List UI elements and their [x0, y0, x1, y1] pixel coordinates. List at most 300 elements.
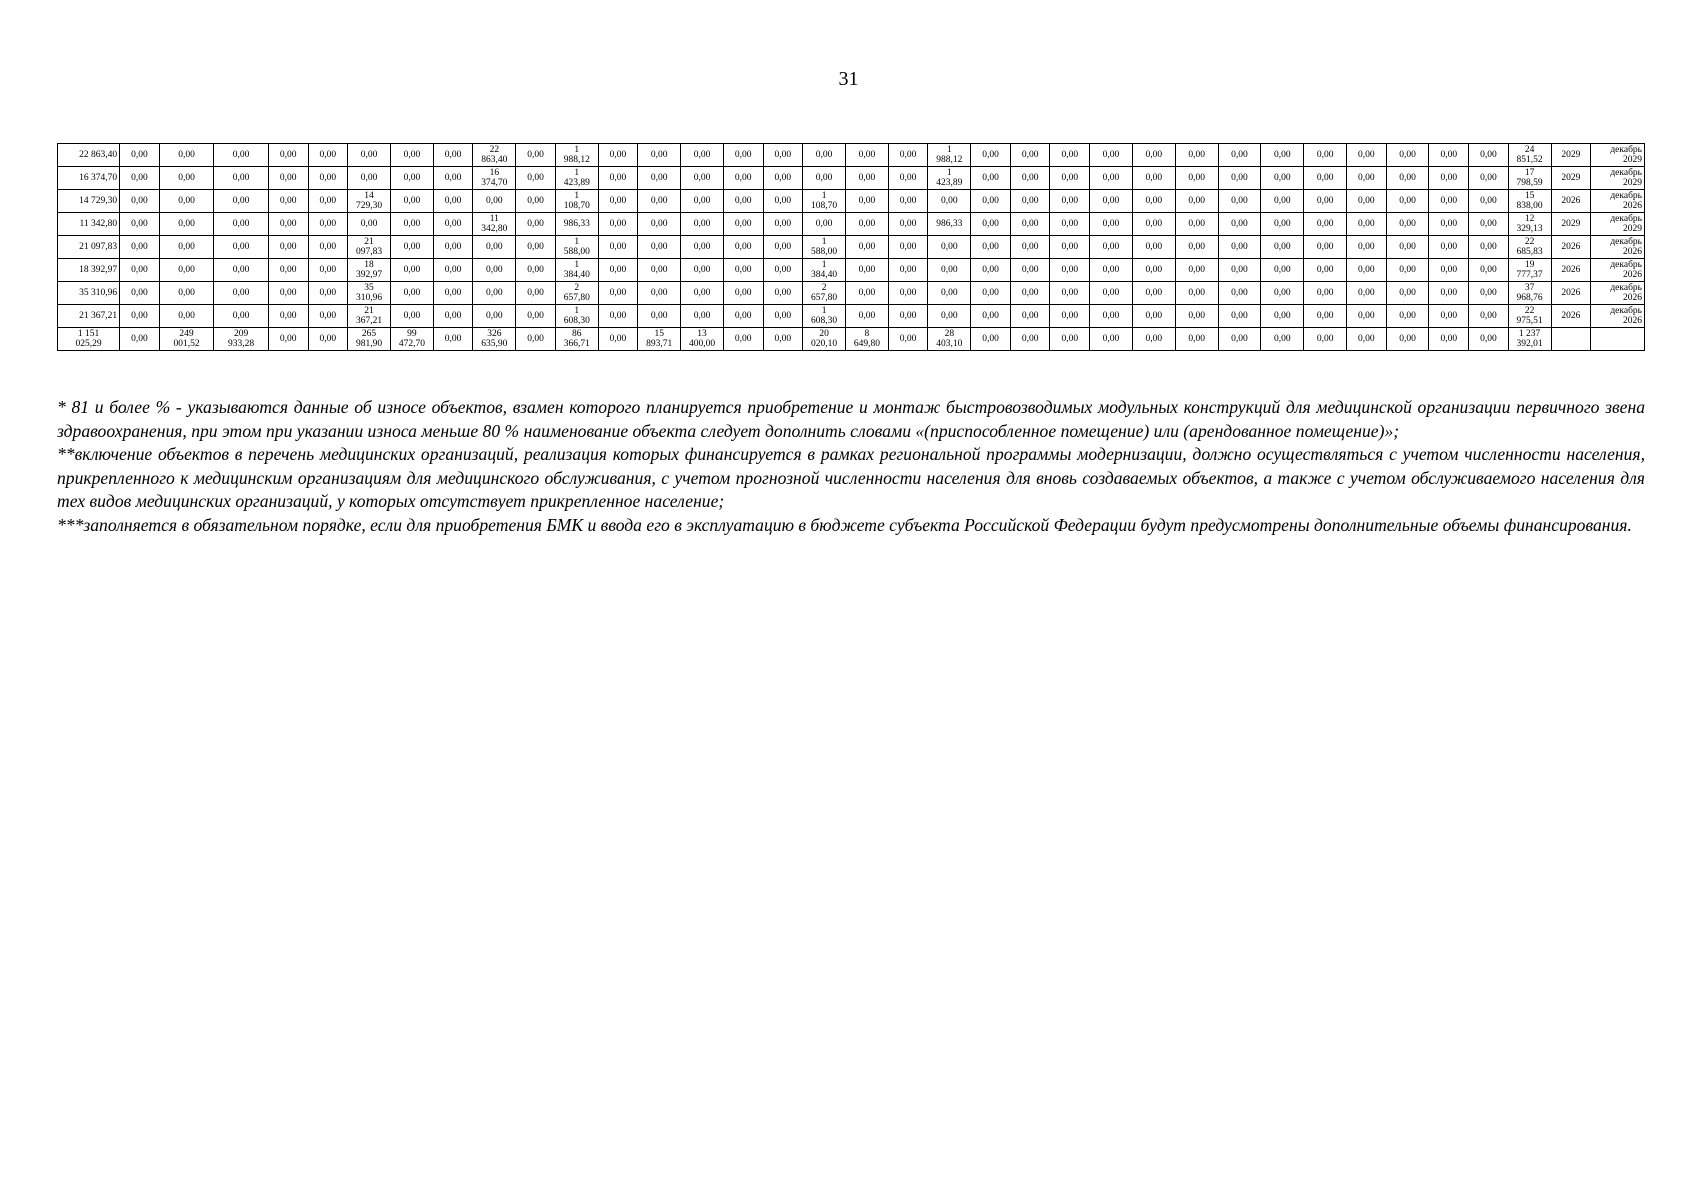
table-cell: 0,00	[390, 305, 433, 328]
footnotes	[57, 396, 1645, 537]
table-cell: 0,00	[1469, 213, 1509, 236]
table-cell: 2026	[1551, 236, 1591, 259]
table-cell: 0,00	[888, 213, 928, 236]
table-cell: 0,00	[214, 167, 269, 190]
table-cell: 0,00	[1304, 259, 1347, 282]
table-cell: 0,00	[803, 167, 846, 190]
table-cell: 0,00	[1050, 236, 1090, 259]
table-cell: 0,00	[268, 144, 308, 167]
table-cell: 0,00	[1304, 213, 1347, 236]
table-cell: 0,00	[1429, 144, 1469, 167]
table-cell: 0,00	[1218, 144, 1261, 167]
table-cell: 0,00	[159, 190, 214, 213]
table-cell: 15 838,00	[1508, 190, 1551, 213]
table-cell: 0,00	[763, 328, 803, 351]
table-cell: 0,00	[1050, 167, 1090, 190]
table-cell: 0,00	[1175, 305, 1218, 328]
table-cell: 0,00	[681, 213, 724, 236]
table-cell: 0,00	[638, 305, 681, 328]
table-cell: 0,00	[159, 236, 214, 259]
table-cell: 16 374,70	[58, 167, 120, 190]
table-cell: 0,00	[348, 213, 391, 236]
table-cell: 16 374,70	[473, 167, 516, 190]
table-cell: 0,00	[1218, 328, 1261, 351]
table-cell: 1 237 392,01	[1508, 328, 1551, 351]
footnote-inclusion: **включение объектов в перечень медицинских организаций, реализация которых финансируется в рамках региональной программы модернизации, должно осуществляться с учетом численности населения, прикрепленного к медицинским организациям для медицинского обслуживания, с учетом прогнозной численности населения для вновь создаваемых объектов, а также с учетом обслуживаемого населения для тех видов медицинских организаций, у которых отсутствует прикрепленное население;	[57, 444, 1645, 511]
table-cell: 35 310,96	[58, 282, 120, 305]
table-cell: 0,00	[638, 213, 681, 236]
table-cell: 2026	[1551, 305, 1591, 328]
table-cell: 0,00	[390, 144, 433, 167]
table-cell: 0,00	[516, 190, 556, 213]
table-row	[58, 259, 1645, 282]
table-cell: 0,00	[1429, 236, 1469, 259]
table-cell: 0,00	[845, 167, 888, 190]
table-cell: 0,00	[1050, 144, 1090, 167]
table-cell: 0,00	[763, 305, 803, 328]
table-row	[58, 328, 1645, 351]
table-cell: 0,00	[888, 282, 928, 305]
table-cell: 0,00	[120, 236, 160, 259]
table-cell: 15 893,71	[638, 328, 681, 351]
table-cell: 0,00	[803, 144, 846, 167]
table-cell: 0,00	[1261, 167, 1304, 190]
table-cell: 0,00	[214, 144, 269, 167]
table-cell: 0,00	[1304, 282, 1347, 305]
table-cell: 0,00	[1347, 305, 1387, 328]
table-cell: 19 777,37	[1508, 259, 1551, 282]
table-cell: 0,00	[308, 305, 348, 328]
table-cell: 0,00	[433, 282, 473, 305]
table-cell: 1 608,30	[555, 305, 598, 328]
table-row	[58, 167, 1645, 190]
table-cell: 0,00	[1469, 259, 1509, 282]
table-cell: 12 329,13	[1508, 213, 1551, 236]
table-cell: 0,00	[1261, 236, 1304, 259]
table-cell: 0,00	[120, 144, 160, 167]
table-cell: 0,00	[971, 305, 1011, 328]
table-cell: 0,00	[1010, 190, 1050, 213]
table-cell: 0,00	[268, 259, 308, 282]
table-cell: 0,00	[268, 305, 308, 328]
table-cell: 0,00	[214, 282, 269, 305]
table-cell: 0,00	[803, 213, 846, 236]
table-cell: 17 798,59	[1508, 167, 1551, 190]
table-cell: 0,00	[1090, 259, 1133, 282]
table-cell: 0,00	[888, 259, 928, 282]
table-cell: 37 968,76	[1508, 282, 1551, 305]
table-cell: 0,00	[928, 190, 971, 213]
table-row	[58, 236, 1645, 259]
table-cell: 0,00	[473, 236, 516, 259]
table-cell: 0,00	[928, 259, 971, 282]
table-cell: 0,00	[1347, 213, 1387, 236]
table-cell: 0,00	[888, 236, 928, 259]
table-cell: 0,00	[1090, 144, 1133, 167]
table-cell: 0,00	[1132, 236, 1175, 259]
table-cell: 0,00	[598, 144, 638, 167]
table-cell: 0,00	[971, 259, 1011, 282]
table-cell: 0,00	[1218, 305, 1261, 328]
table-row	[58, 305, 1645, 328]
footnote-wear: * 81 и более % - указываются данные об износе объектов, взамен которого планируется приобретение и монтаж быстровозводимых модульных конструкций для медицинской организации первичного звена здравоохранения, при этом при указании износа меньше 80 % наименование объекта следует дополнить словами «(приспособленное помещение) или (арендованное помещение)»;	[57, 397, 1645, 441]
table-cell: 0,00	[516, 282, 556, 305]
table-cell: 0,00	[1218, 282, 1261, 305]
table-cell: 0,00	[1132, 144, 1175, 167]
table-cell: 0,00	[348, 167, 391, 190]
table-cell: 0,00	[598, 305, 638, 328]
table-cell: 0,00	[159, 167, 214, 190]
table-cell: 0,00	[1429, 282, 1469, 305]
table-cell: 0,00	[268, 282, 308, 305]
table-cell: 0,00	[516, 328, 556, 351]
table-cell: 0,00	[681, 167, 724, 190]
table-cell: 13 400,00	[681, 328, 724, 351]
table-cell: 1 423,89	[555, 167, 598, 190]
table-cell: 0,00	[120, 305, 160, 328]
table-cell: 0,00	[971, 328, 1011, 351]
table-cell: 0,00	[1010, 167, 1050, 190]
table-cell: 0,00	[845, 259, 888, 282]
table-cell: 1 988,12	[928, 144, 971, 167]
table-cell: 0,00	[1469, 144, 1509, 167]
table-cell: 0,00	[1175, 190, 1218, 213]
table-cell: 1 588,00	[803, 236, 846, 259]
table-row	[58, 144, 1645, 167]
table-cell: 0,00	[1347, 259, 1387, 282]
table-cell: 0,00	[1132, 259, 1175, 282]
table-cell: 0,00	[598, 259, 638, 282]
table-cell: 0,00	[1090, 282, 1133, 305]
table-cell	[1591, 328, 1645, 351]
table-cell: 0,00	[598, 190, 638, 213]
table-cell: 0,00	[473, 259, 516, 282]
table-cell: 0,00	[1347, 190, 1387, 213]
table-cell: 0,00	[390, 282, 433, 305]
table-cell: 2029	[1551, 144, 1591, 167]
table-cell: 0,00	[1050, 259, 1090, 282]
table-cell: 0,00	[1010, 305, 1050, 328]
table-cell: 0,00	[845, 236, 888, 259]
table-cell: 0,00	[598, 328, 638, 351]
table-cell: 0,00	[763, 144, 803, 167]
table-cell: декабрь 2026	[1591, 305, 1645, 328]
table-cell: 0,00	[1175, 213, 1218, 236]
table-cell: 0,00	[723, 213, 763, 236]
table-cell: 28 403,10	[928, 328, 971, 351]
table-cell: 0,00	[433, 213, 473, 236]
table-cell: декабрь 2026	[1591, 190, 1645, 213]
table-cell: декабрь 2029	[1591, 167, 1645, 190]
table-cell: 0,00	[433, 328, 473, 351]
table-cell: 0,00	[1132, 328, 1175, 351]
table-cell: 0,00	[516, 167, 556, 190]
table-cell: 0,00	[763, 190, 803, 213]
table-cell: 0,00	[1386, 190, 1429, 213]
table-cell: 0,00	[159, 259, 214, 282]
table-cell: 0,00	[1132, 282, 1175, 305]
table-cell: 0,00	[1261, 328, 1304, 351]
table-cell: 0,00	[308, 328, 348, 351]
table-cell: 0,00	[638, 144, 681, 167]
table-cell: 0,00	[928, 236, 971, 259]
table-cell: 0,00	[1429, 167, 1469, 190]
table-cell: декабрь 2029	[1591, 213, 1645, 236]
table-cell: 0,00	[1304, 328, 1347, 351]
table-cell: 0,00	[1218, 167, 1261, 190]
table-cell: 0,00	[516, 305, 556, 328]
table-cell: 0,00	[598, 282, 638, 305]
table-cell: 0,00	[516, 236, 556, 259]
table-cell: 0,00	[159, 213, 214, 236]
table-cell: 0,00	[1175, 144, 1218, 167]
table-cell: 22 685,83	[1508, 236, 1551, 259]
table-cell: 0,00	[1175, 259, 1218, 282]
table-cell: 0,00	[516, 144, 556, 167]
table-cell: 0,00	[845, 144, 888, 167]
footnote-mandatory: ***заполняется в обязательном порядке, если для приобретения БМК и ввода его в эксплуатацию в бюджете субъекта Российской Федерации будут предусмотрены дополнительные объемы финансирования.	[57, 514, 1632, 535]
table-cell: 0,00	[1386, 144, 1429, 167]
table-cell: 2029	[1551, 213, 1591, 236]
table-cell: декабрь 2029	[1591, 144, 1645, 167]
table-cell: 0,00	[1469, 167, 1509, 190]
table-cell: 0,00	[516, 213, 556, 236]
table-cell: 0,00	[1386, 167, 1429, 190]
table-cell: 0,00	[1218, 190, 1261, 213]
table-cell: 21 367,21	[58, 305, 120, 328]
table-cell: 1 588,00	[555, 236, 598, 259]
financing-table-body	[58, 144, 1645, 351]
table-cell: 2026	[1551, 282, 1591, 305]
table-cell: декабрь 2026	[1591, 282, 1645, 305]
table-cell: 24 851,52	[1508, 144, 1551, 167]
table-cell: 0,00	[473, 282, 516, 305]
table-cell: 0,00	[723, 167, 763, 190]
table-cell: 0,00	[681, 282, 724, 305]
table-cell: 0,00	[1218, 213, 1261, 236]
table-cell: 0,00	[390, 190, 433, 213]
table-cell: 0,00	[214, 190, 269, 213]
table-cell: 0,00	[1175, 328, 1218, 351]
table-cell: 14 729,30	[348, 190, 391, 213]
financing-table-container	[57, 143, 1645, 351]
table-cell: 0,00	[598, 213, 638, 236]
table-cell: 21 367,21	[348, 305, 391, 328]
table-cell: 0,00	[845, 305, 888, 328]
table-cell: 18 392,97	[348, 259, 391, 282]
table-cell: 0,00	[681, 236, 724, 259]
table-cell: 0,00	[268, 328, 308, 351]
table-cell: 0,00	[1469, 190, 1509, 213]
table-cell: 0,00	[845, 190, 888, 213]
table-cell: 986,33	[928, 213, 971, 236]
table-cell: 0,00	[1304, 167, 1347, 190]
table-cell: 0,00	[1469, 305, 1509, 328]
table-cell: 0,00	[1469, 282, 1509, 305]
table-cell: 0,00	[308, 259, 348, 282]
table-cell: 0,00	[516, 259, 556, 282]
table-cell: 0,00	[1090, 328, 1133, 351]
table-cell: 22 863,40	[473, 144, 516, 167]
table-cell: 0,00	[390, 167, 433, 190]
table-cell: 0,00	[681, 144, 724, 167]
table-cell: 0,00	[1261, 144, 1304, 167]
table-cell: 0,00	[473, 190, 516, 213]
table-cell: 0,00	[1090, 213, 1133, 236]
table-cell: 14 729,30	[58, 190, 120, 213]
table-cell: 0,00	[638, 167, 681, 190]
table-cell: 0,00	[120, 328, 160, 351]
table-cell: 0,00	[723, 259, 763, 282]
table-cell: 0,00	[120, 282, 160, 305]
table-cell: 1 988,12	[555, 144, 598, 167]
table-cell: 1 108,70	[555, 190, 598, 213]
table-cell: 0,00	[1050, 328, 1090, 351]
table-cell: 0,00	[308, 236, 348, 259]
table-cell: 0,00	[971, 190, 1011, 213]
table-cell: 0,00	[308, 213, 348, 236]
table-cell: 0,00	[1347, 328, 1387, 351]
table-cell: 0,00	[159, 144, 214, 167]
table-cell: 0,00	[1347, 282, 1387, 305]
table-cell: 0,00	[390, 259, 433, 282]
table-cell: 0,00	[1010, 236, 1050, 259]
table-cell: 99 472,70	[390, 328, 433, 351]
table-cell: 2 657,80	[803, 282, 846, 305]
table-cell: 0,00	[763, 259, 803, 282]
table-cell: 0,00	[159, 282, 214, 305]
table-cell: 0,00	[1261, 305, 1304, 328]
table-cell: 0,00	[308, 282, 348, 305]
table-cell: 1 423,89	[928, 167, 971, 190]
table-cell: 0,00	[1386, 328, 1429, 351]
table-cell: 1 384,40	[803, 259, 846, 282]
table-cell: 0,00	[1304, 190, 1347, 213]
table-cell: 0,00	[214, 305, 269, 328]
table-cell: 1 151 025,29	[58, 328, 120, 351]
table-cell: 0,00	[1429, 305, 1469, 328]
table-cell: 0,00	[971, 213, 1011, 236]
table-cell: 0,00	[1050, 213, 1090, 236]
table-cell: 0,00	[888, 328, 928, 351]
table-cell: 0,00	[723, 236, 763, 259]
table-cell: 0,00	[1386, 236, 1429, 259]
table-cell: 0,00	[971, 167, 1011, 190]
table-cell: 0,00	[308, 190, 348, 213]
table-cell: 0,00	[1010, 144, 1050, 167]
table-cell: 0,00	[159, 305, 214, 328]
table-cell: 0,00	[433, 167, 473, 190]
table-cell: 0,00	[888, 144, 928, 167]
table-cell: 2029	[1551, 167, 1591, 190]
table-cell: 0,00	[1469, 236, 1509, 259]
table-cell: 0,00	[308, 144, 348, 167]
table-cell: 0,00	[120, 213, 160, 236]
table-cell: 86 366,71	[555, 328, 598, 351]
table-cell: 22 863,40	[58, 144, 120, 167]
table-cell: 0,00	[308, 167, 348, 190]
table-cell: 0,00	[598, 167, 638, 190]
table-cell	[1551, 328, 1591, 351]
table-cell: 0,00	[120, 167, 160, 190]
table-cell: 0,00	[214, 259, 269, 282]
table-cell: 0,00	[268, 167, 308, 190]
table-cell: 0,00	[214, 213, 269, 236]
table-cell: 21 097,83	[348, 236, 391, 259]
table-cell: 11 342,80	[473, 213, 516, 236]
table-cell: 0,00	[845, 213, 888, 236]
table-cell: 0,00	[1218, 236, 1261, 259]
table-cell: 0,00	[1010, 213, 1050, 236]
table-cell: 249 001,52	[159, 328, 214, 351]
table-cell: 0,00	[1304, 236, 1347, 259]
table-cell: 0,00	[928, 305, 971, 328]
table-cell: 18 392,97	[58, 259, 120, 282]
table-cell: 0,00	[390, 213, 433, 236]
table-cell: 0,00	[638, 259, 681, 282]
table-cell: 0,00	[681, 190, 724, 213]
table-cell: 0,00	[1386, 213, 1429, 236]
table-cell: 0,00	[433, 305, 473, 328]
table-cell: 326 635,90	[473, 328, 516, 351]
table-cell: 0,00	[1090, 167, 1133, 190]
table-cell: 22 975,51	[1508, 305, 1551, 328]
financing-table	[57, 143, 1645, 351]
table-cell: 0,00	[1347, 167, 1387, 190]
table-cell: 0,00	[268, 236, 308, 259]
table-cell: 0,00	[1261, 282, 1304, 305]
table-cell: 0,00	[723, 282, 763, 305]
table-cell: 11 342,80	[58, 213, 120, 236]
page-number: 31	[838, 68, 859, 90]
table-cell: 0,00	[1261, 259, 1304, 282]
table-cell: 0,00	[888, 190, 928, 213]
table-cell: 0,00	[971, 282, 1011, 305]
table-cell: 265 981,90	[348, 328, 391, 351]
table-cell: 0,00	[348, 144, 391, 167]
table-cell: 0,00	[1386, 282, 1429, 305]
table-cell: 2026	[1551, 190, 1591, 213]
table-cell: 0,00	[1469, 328, 1509, 351]
table-cell: 0,00	[638, 236, 681, 259]
table-cell: 0,00	[888, 305, 928, 328]
table-cell: 0,00	[1218, 259, 1261, 282]
table-cell: декабрь 2026	[1591, 236, 1645, 259]
table-cell: 0,00	[638, 282, 681, 305]
table-cell: 0,00	[1010, 328, 1050, 351]
table-cell: 0,00	[888, 167, 928, 190]
table-cell: 1 108,70	[803, 190, 846, 213]
table-cell: 20 020,10	[803, 328, 846, 351]
table-cell: 0,00	[1261, 190, 1304, 213]
table-cell: декабрь 2026	[1591, 259, 1645, 282]
table-row	[58, 213, 1645, 236]
table-cell: 0,00	[433, 259, 473, 282]
table-cell: 0,00	[1261, 213, 1304, 236]
table-cell: 0,00	[120, 190, 160, 213]
table-cell: 986,33	[555, 213, 598, 236]
table-cell: 0,00	[433, 144, 473, 167]
table-cell: 0,00	[763, 213, 803, 236]
table-cell: 0,00	[1304, 305, 1347, 328]
table-cell: 0,00	[1050, 305, 1090, 328]
table-cell: 0,00	[1175, 167, 1218, 190]
table-cell: 0,00	[971, 144, 1011, 167]
table-cell: 0,00	[681, 259, 724, 282]
table-cell: 0,00	[1090, 190, 1133, 213]
table-cell: 0,00	[723, 144, 763, 167]
table-cell: 0,00	[1386, 305, 1429, 328]
